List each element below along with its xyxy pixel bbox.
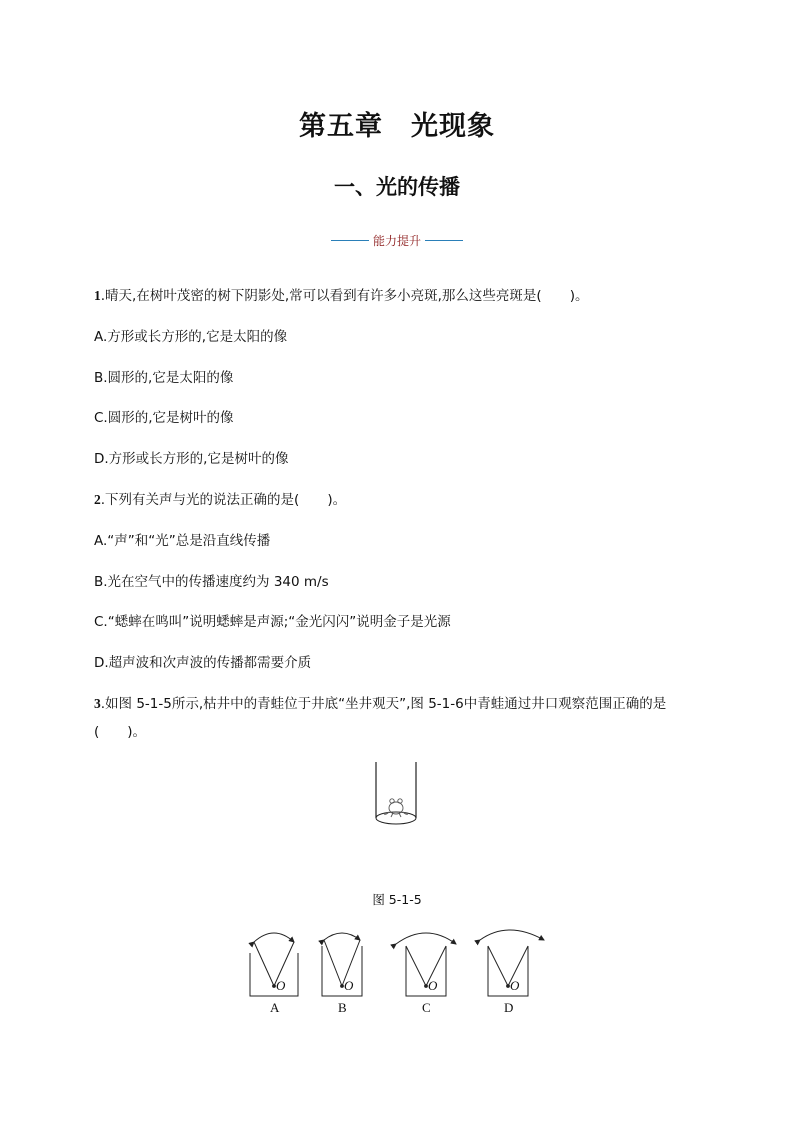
- point-label: O: [276, 978, 286, 993]
- question-3-stem-line2: ( )。: [94, 724, 147, 740]
- question-text: .下列有关声与光的说法正确的是(: [100, 492, 300, 508]
- view-range-options-figure: [240, 928, 560, 1018]
- option-label: A: [270, 1000, 280, 1015]
- ability-heading: [0, 232, 794, 249]
- option: D.方形或长方形的,它是树叶的像: [94, 451, 289, 467]
- section-title: 一、光的传播: [334, 175, 460, 199]
- question-number: 1: [94, 288, 101, 303]
- question-3-stem: [94, 694, 666, 714]
- question-text: .如图 5-1-5所示,枯井中的青蛙位于井底“坐井观天”,图 5-1-6中青蛙通过井口观察范围正确的是: [100, 696, 667, 712]
- well-frog-figure: [368, 760, 424, 830]
- question-2-stem: [94, 490, 346, 510]
- option: B.光在空气中的传播速度约为 340 m/s: [94, 574, 329, 590]
- question-text: .晴天,在树叶茂密的树下阴影处,常可以看到有许多小亮斑,那么这些亮斑是(: [100, 288, 542, 304]
- option-a-diagram: [250, 933, 298, 996]
- question-end: )。: [569, 288, 589, 304]
- option-label: B: [338, 1000, 347, 1015]
- option-c-diagram: [396, 933, 456, 996]
- heading-rule-right: [425, 240, 463, 241]
- option-label: C: [422, 1000, 431, 1015]
- question-number: 3: [94, 696, 101, 711]
- chapter-title: 第五章 光现象: [299, 111, 495, 142]
- question-1-stem: [94, 286, 588, 306]
- ability-label: 能力提升: [372, 234, 421, 248]
- option: A.方形或长方形的,它是太阳的像: [94, 329, 288, 345]
- option: D.超声波和次声波的传播都需要介质: [94, 655, 312, 671]
- heading-rule-left: [331, 240, 369, 241]
- option: B.圆形的,它是太阳的像: [94, 370, 234, 386]
- option: C.“蟋蟀在鸣叫”说明蟋蟀是声源;“金光闪闪”说明金子是光源: [94, 614, 451, 630]
- option-b-diagram: [322, 933, 362, 996]
- option: A.“声”和“光”总是沿直线传播: [94, 533, 271, 549]
- option-label: D: [504, 1000, 514, 1015]
- question-number: 2: [94, 492, 101, 507]
- option: C.圆形的,它是树叶的像: [94, 410, 234, 426]
- frog-icon: [384, 799, 408, 817]
- point-label: O: [510, 978, 520, 993]
- point-label: O: [428, 978, 438, 993]
- point-label: O: [344, 978, 354, 993]
- figure-caption: 图 5-1-5: [372, 892, 422, 907]
- question-end: )。: [327, 492, 347, 508]
